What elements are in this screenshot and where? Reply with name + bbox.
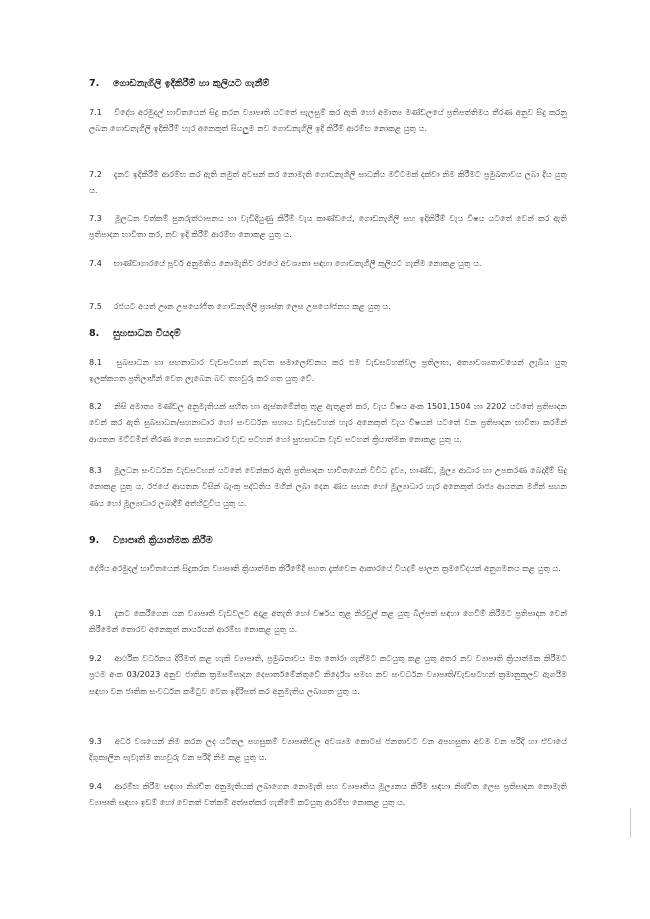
section-title: ගොඩනැගිලි ඉදිකිරීම් හා කුලියට ගැනීම් <box>113 78 270 89</box>
paragraph-number: 9.4 <box>89 781 102 791</box>
paragraph-text: ආර්ථික වර්ධනය දිරිමත් කළ හැකි ව්‍යාපෘති, ප්‍රමුඛතාවය මත තෝරා ගැනීමට කටයුතු කළ යුතු අතර නව ව්‍යාපෘති ක්‍රියාත්මක කිරීමට ප්‍රථම අංක 03/2023 අනුව ජාතික ක්‍රමසම්පාදන දෙපාර්තමේන්තුවේ නිර්දේශ සමඟ නව සංවර්ධන ව්‍යාපෘති/වැඩසටහන් ක්‍රමානුකූලව ඇගයීම සඳහා වන ජාතික සංවර්ධන කමිටුව වෙත ඉදිරිපත් කර අනුමැතිය ලබාගත යුතු ය. <box>89 653 567 696</box>
paragraph <box>89 104 567 137</box>
paragraph-text: රජයට අයත් ඌන උපයෝජිත ගොඩනැගිලි ප්‍රශස්ත ලෙස උපයෝජනය කළ යුතු ය. <box>113 301 391 311</box>
paragraph-number: 7.2 <box>89 169 102 179</box>
paragraph <box>89 650 567 699</box>
paragraph-text: දැනට කෙරීගෙන යන ව්‍යාපෘති වැඩවලට අදාළ අතැති හෝ වර්ෂය තුළ නිරවුල් කළ යුතු බිල්පත් සඳහා ගෙවීම් කිරීමට ප්‍රතිපාදන වෙන් කිරීමෙන් තොරව අනෙකුත් කාර්යයන් ආරම්භ නොකළ යුතු ය. <box>89 608 567 635</box>
section-title: ව්‍යාපෘති ක්‍රියාත්මක කිරීම <box>113 535 213 546</box>
paragraph-number: 8.2 <box>89 401 102 411</box>
section-number: 7. <box>89 78 100 89</box>
paragraph-text: අර්ධ වශයෙන් නිම කරන ලද යටිතල පහසුකම් ව්‍යාපෘතිවල අවශ්‍යම කොටස් ජනතාවට වන අපහසුතා අවම වන පරිදි හා ඒවායේ දිගුකාලීන පැවැත්ම තහවුරු වන පරිදි නිම කළ යුතු ය. <box>89 736 567 763</box>
section-title: සුභසාධන වියදම් <box>113 328 181 339</box>
paragraph-text: භාණ්ඩාගාරයේ පූර්ව අනුමතිය නොමැතිව රජයේ අවශ්‍යතා සඳහා ගොඩනැගිලි කුලියට ගැනීම නොකළ යුතු ය. <box>113 258 482 268</box>
section-number: 8. <box>89 328 100 339</box>
paragraph <box>89 255 567 271</box>
section-number: 9. <box>89 535 100 546</box>
paragraph-number: 7.4 <box>89 258 102 268</box>
paragraph <box>89 733 567 766</box>
paragraph-text: මූලධන සංවර්ධන වැඩසටහන් යටතේ වෙන්කර ඇති ප්‍රතිපාදන භාවිතයෙන් විවිධ ද්‍රව්‍ය, භාණ්ඩ, මූල්‍ය ආධාර හා උපකරණ බෙදාදීම් සිදු නොකළ යුතු ය. රජයේ ආයතන විසින් බැංකු පද්ධතිය මගින් ලබා දෙන ණය සහන හෝ මූල්‍යාධාර හැර අනෙකුත් රාජ්‍ය ආයතන මගින් සහන ණය හෝ මූල්‍යාධාර ලබාදීම් අත්හිටුවිය යුතු ය. <box>89 465 567 508</box>
section-heading <box>89 535 213 546</box>
section-intro <box>89 560 567 576</box>
paragraph-number: 7.3 <box>89 213 102 223</box>
paragraph-number: 9.2 <box>89 653 102 663</box>
paragraph-text: මූලධන වත්කම් පුනරුත්ථාපනය හා වැඩිදියුණු කිරීම් වැය කාණ්ඩයේ, ගොඩනැගිලි සහ ඉදිකිරීම් වැය විෂය යටතේ වෙන් කර ඇති ප්‍රතිපාදන භාවිතා කර, නව ඉදි කිරීම් ආරම්භ නොකළ යුතු ය. <box>89 213 567 240</box>
paragraph-number: 9.3 <box>89 736 102 746</box>
paragraph-text: දැනට ඉදිකිරීම් ආරම්භ කර ඇති නමුත් අවසන් කර නොමැති ගොඩනැගිලි සාධනීය මට්ටමක් දක්වා නිම කිරීමට ප්‍රමුඛතාවය ලබා දිය යුතු ය. <box>89 169 567 196</box>
paragraph <box>89 462 567 511</box>
scan-margin-mark <box>630 808 631 838</box>
paragraph <box>89 354 567 387</box>
paragraph <box>89 166 567 199</box>
paragraph <box>89 210 567 243</box>
paragraph-number: 7.1 <box>89 107 102 117</box>
section-heading <box>89 328 181 339</box>
paragraph <box>89 605 567 638</box>
paragraph-text: සුබසාධන හා සහනාධාර වැඩසටහන් නැවත සමාලෝචනය කර එම වැඩසටහන්වල ප්‍රතිලාභ, අත්‍යාවශ්‍යතාවයෙන් ලැබිය යුතු ඉලක්කගත ප්‍රතිලාභීන් වෙත ලැබෙන බව තහවුරු කර ගත යුතු වේ. <box>89 357 567 384</box>
paragraph-text: විදේශ අරමුදල් භාවිතයෙන් සිදු කරන ව්‍යාපෘති යටතේ සැලසුම් කර ඇති හෝ අමාත්‍ය මණ්ඩලයේ ප්‍රතිපත්තිමය තීරණ අනුව සිදු කරනු ලබන ගොඩනැගිලි ඉදිකිරීම් හැර අනෙකුත් සියලුම නව ගොඩනැගිලි ඉදි කිරීම් ආරම්භ නොකළ යුතු ය. <box>89 107 567 134</box>
paragraph-number: 9.1 <box>89 608 102 618</box>
paragraph <box>89 298 567 314</box>
paragraph-number: 8.1 <box>89 357 102 367</box>
paragraph <box>89 778 567 811</box>
section-heading <box>89 78 269 89</box>
intro-text: දේශීය අරමුදල් භාවිතයෙන් සිදුකරන ව්‍යාපෘති ක්‍රියාත්මක කිරීමේදී පහත දැක්වෙන ආකාරයේ වියදම් පාලන ක්‍රමවේදයන් අනුගමනය කළ යුතු ය. <box>89 563 561 573</box>
paragraph-number: 8.3 <box>89 465 102 475</box>
paragraph-text: ආරම්භ කිරීම සඳහා නිශ්චිත අනුමැතියක් ලබාගෙන නොමැති සහ ව්‍යාපෘතිය මූල්‍යනය කිරීම සඳහා නිශ්චිත ලෙස ප්‍රතිපාදන නොමැති ව්‍යාපෘති සඳහා ඉඩම් හෝ වෙනත් වත්කම් අත්පත්කර ගැනීමේ කටයුතු ආරම්භ නොකළ යුතු ය. <box>89 781 567 808</box>
paragraph-text: නිසි අමාත්‍ය මණ්ඩල අනුමැතියක් සහිත හා ඇස්තමේන්තු තුළ ඇතුළත් කර, වැය විෂය අංක 1501,1504 හා 2202 යටතේ ප්‍රතිපාදන වෙන් කර ඇති සුබසාධන/සහනාධාර හෝ සංවර්ධන සහාය වැඩසටහන් හැර අනෙකුත් වැය විෂයන් යටතේ වන ප්‍රතිපාදන භාවිතා කරමින් ආයතන මට්ටමින් තීරණ ගෙන සහනාධාර වැඩ සටහන් හෝ සුභසාධන වැඩ සටහන් ක්‍රියාත්මක නොකළ යුතු ය. <box>89 401 567 444</box>
paragraph-number: 7.5 <box>89 301 102 311</box>
paragraph <box>89 398 567 447</box>
